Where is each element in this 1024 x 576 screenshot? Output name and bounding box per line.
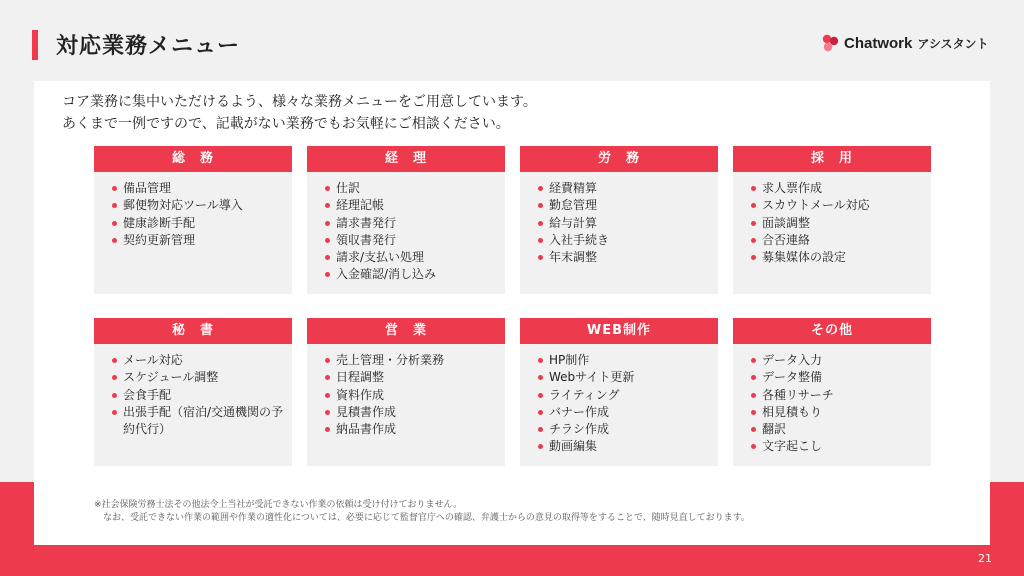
category-item-list [307,344,505,438]
category-item [325,421,505,438]
category-item-label: データ入力 [762,353,823,367]
category-item [325,232,505,249]
bullet-dot-icon [325,272,330,277]
category-card [520,318,718,466]
category-item-label: Webサイト更新 [549,370,635,385]
category-item-label: 領収書発行 [336,232,397,247]
category-item-label: スカウトメール対応 [762,198,870,213]
category-item-label: 翻訳 [762,422,787,437]
category-item-label: ライティング [549,387,620,402]
category-item-label: 健康診断手配 [123,215,196,230]
category-item-label: 相見積もり [762,404,823,419]
category-item [538,387,718,404]
bullet-dot-icon [538,221,543,226]
category-item [112,180,292,197]
category-item [325,180,505,197]
category-item [112,369,292,386]
category-item-label: 仕訳 [336,181,361,195]
bullet-dot-icon [538,444,543,449]
category-item-label: 面談調整 [762,215,811,230]
category-item-label: 募集媒体の設定 [762,250,847,265]
category-item-label: 請求/支払い処理 [336,250,425,265]
category-item [538,404,718,421]
category-card [520,146,718,294]
category-item-label: スケジュール調整 [123,370,219,385]
category-item [538,352,718,369]
bullet-dot-icon [112,358,117,363]
category-item [325,369,505,386]
footnote-line-1: ※社会保険労務士法その他法令上当社が受託できない作業の依頼は受け付けておりません。 [94,500,463,510]
category-item-label: 経費精算 [549,181,598,195]
category-item [538,197,718,214]
category-item [325,197,505,214]
bullet-dot-icon [751,255,756,260]
category-item [538,232,718,249]
bullet-dot-icon [325,375,330,380]
logo-subtitle: アシスタント [917,36,989,51]
bullet-dot-icon [325,203,330,208]
intro-line-2: あくまで一例ですので、記載がない業務でもお気軽にご相談ください。 [62,116,510,132]
category-item-label: 郵便物対応ツール導入 [123,198,243,213]
bullet-dot-icon [325,186,330,191]
category-item-label: 文字起こし [762,439,823,454]
bullet-dot-icon [112,186,117,191]
category-item [112,352,292,369]
bullet-dot-icon [538,238,543,243]
category-item [538,421,718,438]
category-title: 採 用 [733,146,931,172]
category-item-label: 勤怠管理 [549,198,598,213]
category-title: 労 務 [520,146,718,172]
bullet-dot-icon [538,410,543,415]
bullet-dot-icon [751,238,756,243]
bullet-dot-icon [325,255,330,260]
category-item [751,438,931,455]
category-item-label: チラシ作成 [549,422,610,437]
category-item-label: バナー作成 [549,404,610,419]
bullet-dot-icon [538,375,543,380]
category-item [112,232,292,249]
category-item-list [94,172,292,249]
category-item-label: 請求書発行 [336,215,397,230]
category-item [538,215,718,232]
category-title: 営 業 [307,318,505,344]
bullet-dot-icon [325,358,330,363]
category-item [751,387,931,404]
bullet-dot-icon [538,255,543,260]
category-item [751,249,931,266]
category-item [751,421,931,438]
category-title: 経 理 [307,146,505,172]
category-item [325,352,505,369]
category-item-label: データ整備 [762,370,823,385]
category-item-label: 各種リサーチ [762,387,834,402]
category-item [751,180,931,197]
category-card [94,318,292,466]
category-card [94,146,292,294]
category-item-label: HP制作 [549,353,590,367]
category-card [733,146,931,294]
category-item [538,369,718,386]
category-item [112,387,292,404]
logo-text: Chatwork [844,34,913,52]
bullet-dot-icon [751,186,756,191]
bullet-dot-icon [751,375,756,380]
bullet-dot-icon [751,203,756,208]
category-item-label: 日程調整 [336,370,385,385]
bullet-dot-icon [112,393,117,398]
category-item [538,249,718,266]
bullet-dot-icon [112,238,117,243]
bullet-dot-icon [751,358,756,363]
category-item-label: 資料作成 [336,387,385,402]
category-item-label: 出張手配（宿泊/交通機関の予約代行） [123,404,284,437]
category-item-label: 年末調整 [549,250,598,265]
bullet-dot-icon [538,358,543,363]
category-item [538,438,718,455]
bullet-dot-icon [751,221,756,226]
brand-logo [820,32,989,54]
page-title: 対応業務メニュー [56,34,241,59]
category-item-label: 入社手続き [549,232,610,247]
category-item [325,215,505,232]
category-item-list [520,344,718,456]
category-item-label: 給与計算 [549,215,598,230]
category-item-label: 契約更新管理 [123,232,196,247]
category-item-label: 売上管理・分析業務 [336,353,445,367]
bullet-dot-icon [538,186,543,191]
category-item-label: 合否連絡 [762,232,811,247]
bullet-dot-icon [325,238,330,243]
category-item-label: 求人票作成 [762,181,823,195]
category-item [751,215,931,232]
category-item [751,197,931,214]
category-item-label: 動画編集 [549,439,598,454]
category-item-label: メール対応 [123,353,183,367]
category-item-list [520,172,718,266]
category-item [325,249,505,266]
category-item-list [94,344,292,438]
bullet-dot-icon [112,375,117,380]
category-item-label: 入金確認/消し込み [336,267,437,282]
category-title: 秘 書 [94,318,292,344]
bullet-dot-icon [325,393,330,398]
category-title: 総 務 [94,146,292,172]
category-item [751,404,931,421]
category-item [538,180,718,197]
category-card [733,318,931,466]
title-accent-bar [32,30,38,60]
category-title: WEB制作 [520,318,718,344]
footnote-line-2: なお、受託できない作業の範囲や作業の適性化については、必要に応じて監督官庁への確認、弁護士からの意見の取得等をすることで、随時見直しております。 [94,513,750,523]
bullet-dot-icon [751,393,756,398]
bullet-dot-icon [751,427,756,432]
bullet-dot-icon [112,203,117,208]
category-item-list [733,172,931,266]
bullet-dot-icon [112,410,117,415]
bullet-dot-icon [751,410,756,415]
category-item-list [307,172,505,284]
category-item-label: 備品管理 [123,181,172,195]
category-item-label: 見積書作成 [336,404,397,419]
category-card [307,318,505,466]
bullet-dot-icon [325,410,330,415]
bullet-dot-icon [538,427,543,432]
category-item-label: 納品書作成 [336,422,397,437]
category-item [112,404,292,439]
intro-line-1: コア業務に集中いただけるよう、様々な業務メニューをご用意しています。 [62,94,537,110]
category-item [751,232,931,249]
category-item [751,352,931,369]
category-item-label: 経理記帳 [336,198,385,213]
intro-text [62,91,862,135]
chatwork-logo-icon [820,33,840,53]
category-item [112,197,292,214]
footnote [94,499,954,525]
category-item [112,215,292,232]
category-card [307,146,505,294]
category-item-label: 会食手配 [123,387,172,402]
service-menu-grid [94,146,934,466]
bullet-dot-icon [751,444,756,449]
bullet-dot-icon [112,221,117,226]
bullet-dot-icon [538,203,543,208]
page-number: 21 [978,552,992,565]
category-item [325,266,505,283]
bullet-dot-icon [325,221,330,226]
bullet-dot-icon [325,427,330,432]
category-item-list [733,344,931,456]
category-item [751,369,931,386]
category-item [325,387,505,404]
category-title: その他 [733,318,931,344]
category-item [325,404,505,421]
bullet-dot-icon [538,393,543,398]
